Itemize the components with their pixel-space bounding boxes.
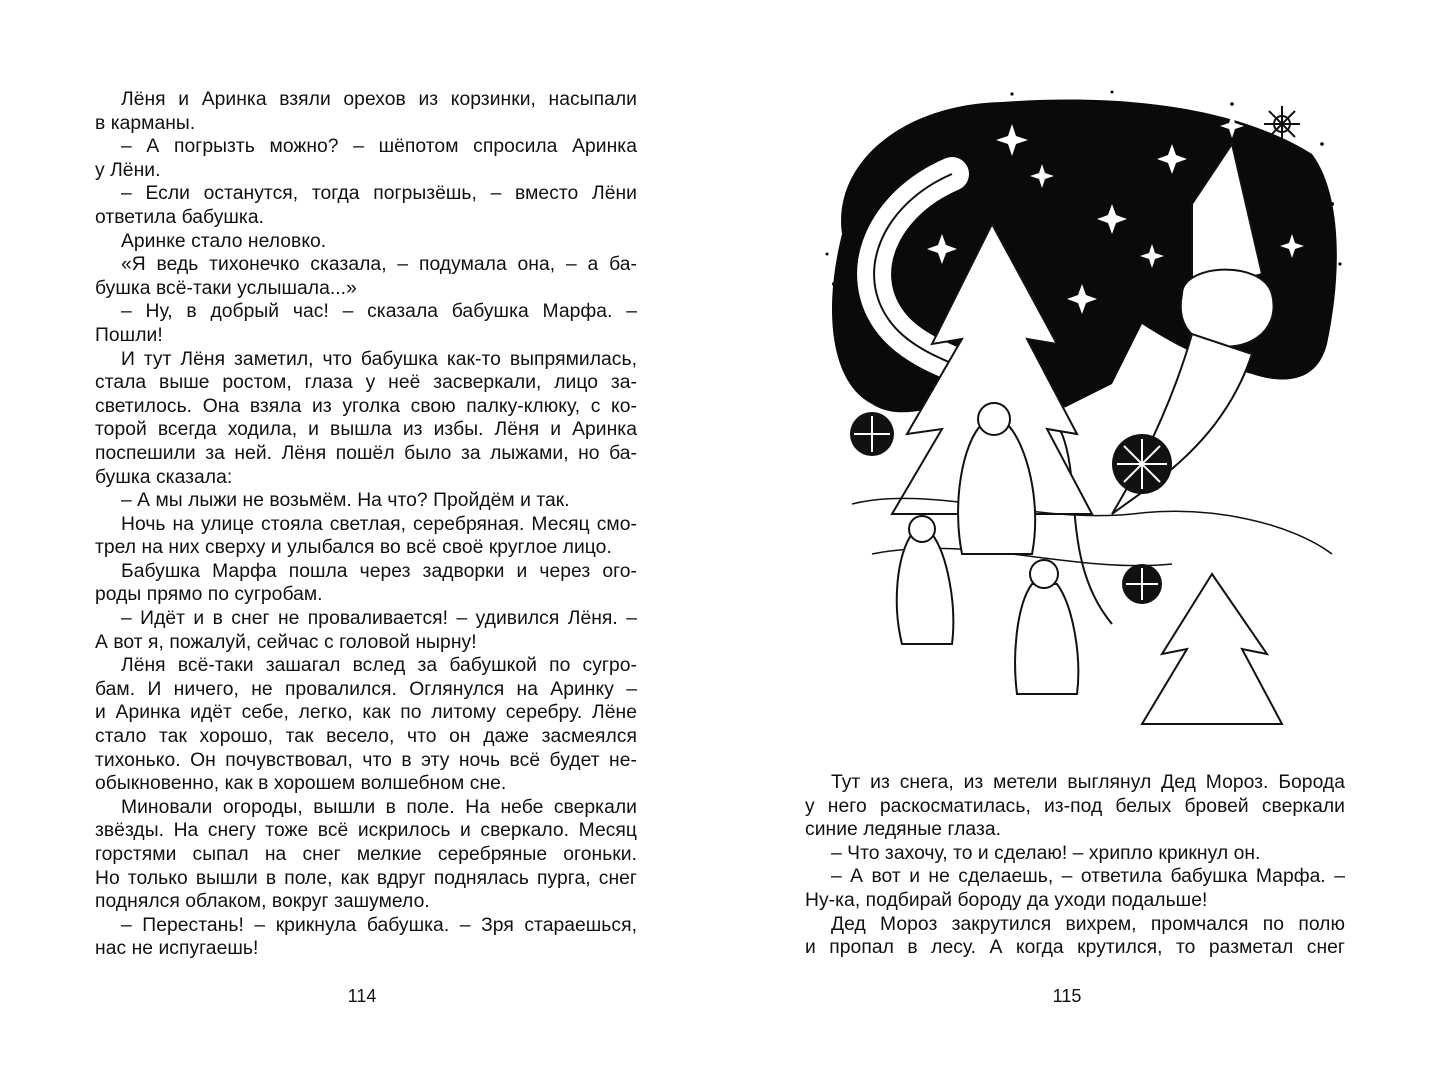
text-line: Лёня и Аринка взяли орехов из корзинки, насыпали <box>121 89 637 110</box>
text-line: синие ледяные глаза. <box>805 819 1002 841</box>
text-line: обыкновенно, как в хорошем волшебном сне. <box>95 773 507 795</box>
text-line: – Идёт и в снег не проваливается! – удивился Лёня. – <box>121 608 637 630</box>
right-page <box>720 0 1440 1080</box>
text-line: бушка всё-таки услышала...» <box>95 277 357 299</box>
text-line: звёзды. На снегу тоже всё искрилось и сверкало. Месяц <box>95 820 637 842</box>
text-line: Миновали огороды, вышли в поле. На небе сверкали <box>121 796 637 818</box>
text-line: стала выше ростом, глаза у неё засверкали, лицо за- <box>95 372 637 394</box>
text-line: и Аринка идёт себе, легко, как по литому серебру. Лёне <box>95 702 637 724</box>
text-line: Ночь на улице стояла светлая, серебряная. Месяц смо- <box>121 513 637 535</box>
text-line: – А погрызть можно? – шёпотом спросила Аринка <box>121 136 637 158</box>
ded-moroz-illustration-icon <box>812 84 1348 754</box>
text-line: бам. И ничего, не провалился. Оглянулся на Аринку – <box>95 678 637 700</box>
text-line: Но только вышли в поле, как вдруг поднялась пурга, снег <box>95 867 637 889</box>
left-page-text <box>95 88 637 961</box>
text-line: тихонько. Он почувствовал, что в эту ночь всё будет не- <box>95 749 637 771</box>
text-line: трел на них сверху и улыбался во всё своё круглое лицо. <box>95 537 612 559</box>
text-line: Аринке стало неловко. <box>121 230 327 252</box>
text-line: поднялся облаком, вокруг зашумело. <box>95 891 430 913</box>
illustration <box>812 84 1348 754</box>
text-line: А вот я, пожалуй, сейчас с головой нырну! <box>95 631 477 653</box>
text-line: – Перестань! – крикнула бабушка. – Зря стараешься, <box>121 914 637 936</box>
text-line: Пошли! <box>95 324 163 346</box>
text-line: Тут из снега, из метели выглянул Дед Мороз. Борода <box>831 772 1345 793</box>
text-line: роды прямо по сугробам. <box>95 584 323 606</box>
text-line: горстями сыпал на снег мелкие серебряные огоньки. <box>95 844 637 865</box>
text-line: – Ну, в добрый час! – сказала бабушка Марфа. – <box>121 301 637 323</box>
right-page-text <box>805 771 1345 960</box>
text-line: И тут Лёня заметил, что бабушка как-то выпрямилась, <box>121 348 637 370</box>
text-line: в карманы. <box>95 112 196 134</box>
text-line: и пропал в лесу. А когда крутился, то разметал снег <box>805 937 1345 959</box>
text-line: нас не испугаешь! <box>95 938 259 960</box>
text-line: Дед Мороз закрутился вихрем, промчался по полю <box>831 913 1345 935</box>
text-line: – Что захочу, то и сделаю! – хрипло крикнул он. <box>831 842 1261 864</box>
left-page-number: 114 <box>347 986 377 1006</box>
text-line: Бабушка Марфа пошла через задворки и через ого- <box>121 560 637 582</box>
text-line: поспешили за ней. Лёня пошёл было за лыжами, но ба- <box>95 442 637 464</box>
text-line: стало так хорошо, так весело, что он даже засмеялся <box>95 726 637 748</box>
text-line: – Если останутся, тогда погрызёшь, – вместо Лёни <box>121 183 637 205</box>
text-line: бушка сказала: <box>95 466 233 488</box>
text-line: ответила бабушка. <box>95 206 265 228</box>
text-line: у него раскосматилась, из-под белых бровей сверкали <box>805 795 1345 817</box>
text-line: у Лёни. <box>95 159 161 181</box>
text-line: Ну-ка, подбирай бороду да уходи подальше! <box>805 889 1208 911</box>
text-line: – А вот и не сделаешь, – ответила бабушка Марфа. – <box>831 866 1345 888</box>
text-line: Лёня всё-таки зашагал вслед за бабушкой по сугро- <box>121 655 637 677</box>
text-line: – А мы лыжи не возьмём. На что? Пройдём и так. <box>121 490 570 512</box>
text-line: светилось. Она взяла из уголка свою палку-клюку, с ко- <box>95 395 637 417</box>
text-line: «Я ведь тихонечко сказала, – подумала она, – а ба- <box>121 254 637 276</box>
right-page-number: 115 <box>1052 986 1082 1006</box>
text-line: торой всегда ходила, и вышла из избы. Лёня и Аринка <box>95 419 637 441</box>
